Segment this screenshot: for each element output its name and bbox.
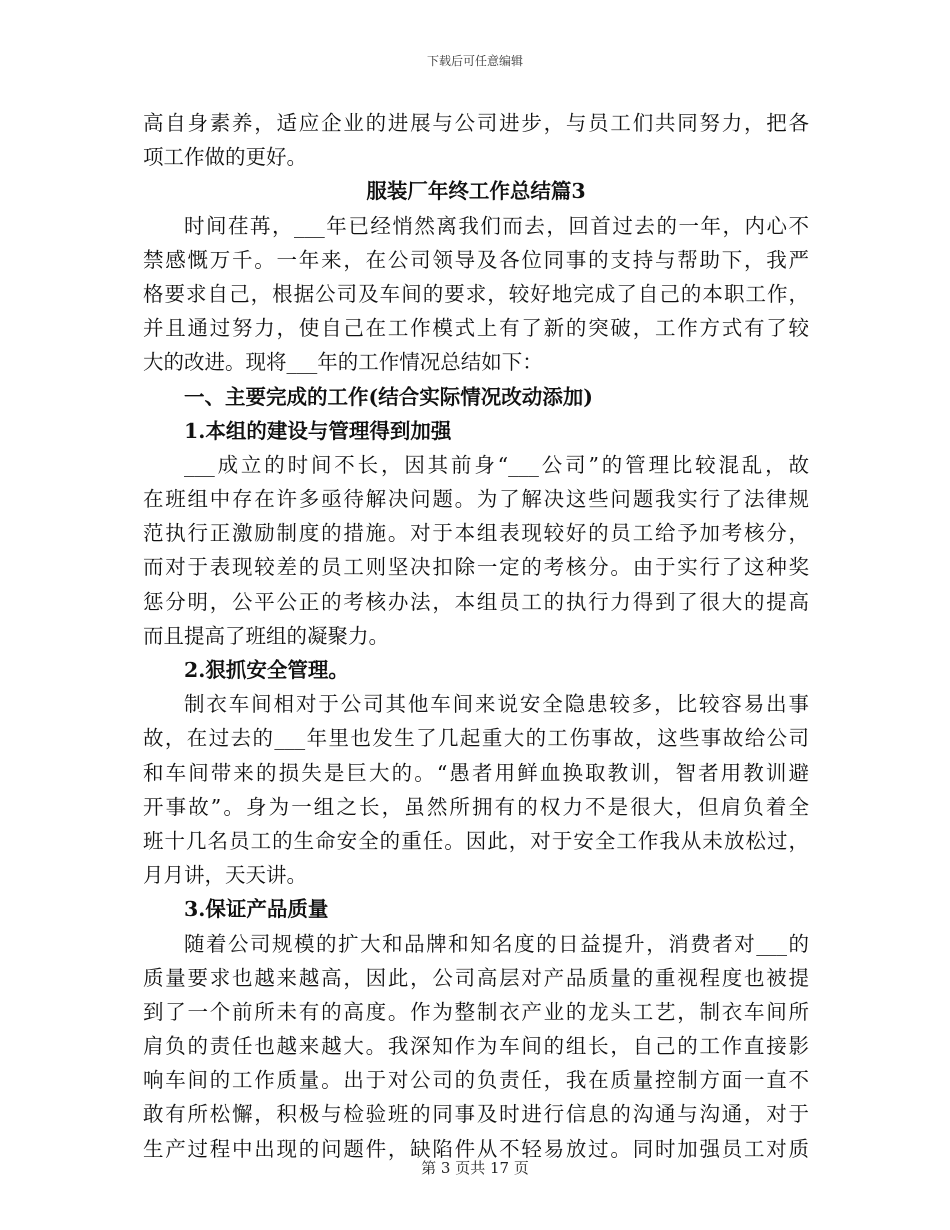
subheading: 1.本组的建设与管理得到加强 — [184, 418, 452, 443]
text-line: 禁感慨万千。一年来，在公司领导及各位同事的支持与帮助下，我严 — [143, 247, 809, 272]
text-line: 随着公司规模的扩大和品牌和知名度的日益提升，消费者对___的 — [184, 931, 809, 956]
section-title: 服装厂年终工作总结篇3 — [366, 179, 586, 204]
text-line: 开事故”。身为一组之长，虽然所拥有的权力不是很大，但肩负着全 — [143, 794, 809, 819]
text-line: 而且提高了班组的凝聚力。 — [143, 623, 389, 648]
text-line: ___成立的时间不长，因其前身“___公司”的管理比较混乱，故 — [184, 452, 809, 477]
text-line: 高自身素养，适应企业的进展与公司进步，与员工们共同努力，把各 — [143, 111, 809, 135]
text-line: 而对于表现较差的员工则坚决扣除一定的考核分。由于实行了这种奖 — [143, 555, 809, 580]
text-line: 敢有所松懈，积极与检验班的同事及时进行信息的沟通与沟通，对于 — [143, 1102, 809, 1127]
text-line: 生产过程中出现的问题件，缺陷件从不轻易放过。同时加强员工对质 — [143, 1136, 809, 1161]
text-line: 月月讲，天天讲。 — [143, 863, 307, 888]
text-line: 质量要求也越来越高，因此，公司高层对产品质量的重视程度也被提 — [143, 965, 809, 990]
subheading: 一、主要完成的工作(结合实际情况改动添加) — [184, 384, 593, 409]
text-line: 格要求自己，根据公司及车间的要求，较好地完成了自己的本职工作， — [143, 281, 809, 306]
text-line: 制衣车间相对于公司其他车间来说安全隐患较多，比较容易出事 — [184, 692, 809, 717]
text-line: 班十几名员工的生命安全的重任。因此，对于安全工作我从未放松过， — [143, 828, 809, 853]
text-line: 和车间带来的损失是巨大的。“愚者用鲜血换取教训，智者用教训避 — [143, 760, 809, 785]
text-line: 在班组中存在许多亟待解决问题。为了解决这些问题我实行了法律规 — [143, 487, 809, 512]
text-line: 并且通过努力，使自己在工作模式上有了新的突破，工作方式有了较 — [143, 316, 809, 341]
text-line: 惩分明，公平公正的考核办法，本组员工的执行力得到了很大的提高 — [143, 589, 809, 614]
text-line: 肩负的责任也越来越大。我深知作为车间的组长，自己的工作直接影 — [143, 1034, 809, 1059]
document-body — [143, 106, 809, 1166]
text-line: 大的改进。现将___年的工作情况总结如下： — [143, 350, 543, 375]
page-footer: 第 3 页共 17 页 — [421, 1159, 529, 1177]
subheading: 2.狠抓安全管理。 — [184, 658, 349, 682]
text-line: 时间荏苒，___年已经悄然离我们而去，回首过去的一年，内心不 — [184, 213, 809, 238]
subheading: 3.保证产品质量 — [184, 897, 329, 922]
page-header: 下载后可任意编辑 — [426, 54, 523, 68]
text-line: 到了一个前所未有的高度。作为整制衣产业的龙头工艺，制衣车间所 — [143, 999, 809, 1024]
text-line: 范执行正激励制度的措施。对于本组表现较好的员工给予加考核分， — [143, 521, 809, 546]
text-line: 响车间的工作质量。出于对公司的负责任，我在质量控制方面一直不 — [143, 1068, 809, 1093]
text-line: 故，在过去的___年里也发生了几起重大的工伤事故，这些事故给公司 — [143, 726, 809, 751]
text-line: 项工作做的更好。 — [143, 145, 307, 170]
